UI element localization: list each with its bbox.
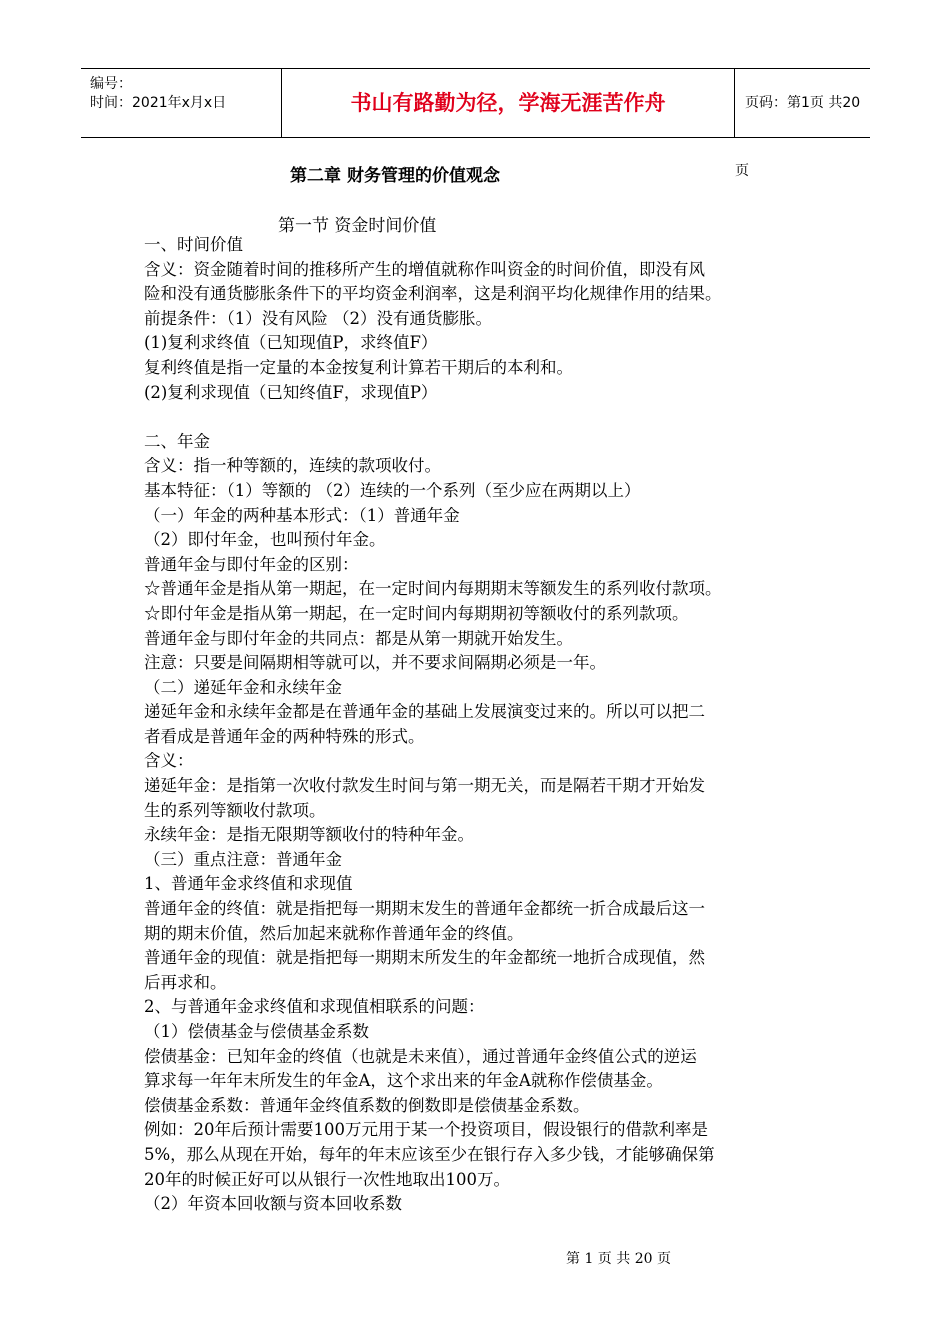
document-body xyxy=(144,233,812,1217)
body-line: 二、年金 xyxy=(144,431,210,451)
body-line: （二）递延年金和永续年金 xyxy=(144,677,342,697)
body-line: 前提条件：（1）没有风险 （2）没有通货膨胀。 xyxy=(144,308,492,328)
body-line: 偿债基金：已知年金的终值（也就是未来值），通过普通年金终值公式的逆运 xyxy=(144,1046,697,1066)
doc-date-label: 时间：2021年x月x日 xyxy=(90,95,227,111)
body-line: 递延年金和永续年金都是在普通年金的基础上发展演变过来的。所以可以把二 xyxy=(144,702,705,722)
section-title: 第一节 资金时间价值 xyxy=(278,216,437,236)
body-line: 注意：只要是间隔期相等就可以，并不要求间隔期必须是一年。 xyxy=(144,653,606,673)
blank-line xyxy=(144,405,812,430)
doc-number-label: 编号： xyxy=(90,76,132,92)
body-line: 普通年金与即付年金的区别： xyxy=(144,554,359,574)
body-line: 含义：指一种等额的，连续的款项收付。 xyxy=(144,456,441,476)
body-line: （三）重点注意：普通年金 xyxy=(144,849,342,869)
body-line: 复利终值是指一定量的本金按复利计算若干期后的本利和。 xyxy=(144,357,573,377)
body-line: （一）年金的两种基本形式：（1）普通年金 xyxy=(144,505,460,525)
body-line: 普通年金与即付年金的共同点：都是从第一期就开始发生。 xyxy=(144,628,573,648)
header-page-label: 页码：第1页 共20页 xyxy=(735,95,861,179)
body-line: 含义：资金随着时间的推移所产生的增值就称作叫资金的时间价值，即没有风 xyxy=(144,259,705,279)
chapter-title: 第二章 财务管理的价值观念 xyxy=(290,166,500,186)
body-line: 险和没有通货膨胀条件下的平均资金利润率，这是利润平均化规律作用的结果。 xyxy=(144,284,722,304)
body-line: 例如：20年后预计需要100万元用于某一个投资项目，假设银行的借款利率是 xyxy=(144,1120,708,1140)
body-line: 期的期末价值，然后加起来就称作普通年金的终值。 xyxy=(144,923,524,943)
body-line: 后再求和。 xyxy=(144,972,227,992)
body-line: 生的系列等额收付款项。 xyxy=(144,800,326,820)
body-line: ☆普通年金是指从第一期起，在一定时间内每期期末等额发生的系列收付款项。 xyxy=(144,579,722,599)
body-line: ☆即付年金是指从第一期起，在一定时间内每期期初等额收付的系列款项。 xyxy=(144,603,689,623)
body-line: 算求每一年年末所发生的年金A，这个求出来的年金A就称作偿债基金。 xyxy=(144,1071,663,1091)
body-line: 2、与普通年金求终值和求现值相联系的问题： xyxy=(144,997,485,1017)
body-line: (1)复利求终值（已知现值P，求终值F） xyxy=(144,333,438,353)
body-line: 永续年金：是指无限期等额收付的特种年金。 xyxy=(144,825,474,845)
body-line: 者看成是普通年金的两种特殊的形式。 xyxy=(144,726,425,746)
body-line: 普通年金的现值：就是指把每一期期末所发生的年金都统一地折合成现值，然 xyxy=(144,948,705,968)
body-line: 普通年金的终值：就是指把每一期期末发生的普通年金都统一折合成最后这一 xyxy=(144,899,705,919)
body-line: 20年的时候正好可以从银行一次性地取出100万。 xyxy=(144,1169,510,1189)
body-line: 基本特征：（1）等额的 （2）连续的一个系列（至少应在两期以上） xyxy=(144,480,641,500)
body-line: 1、普通年金求终值和求现值 xyxy=(144,874,353,894)
page-footer: 第 1 页 共 20 页 xyxy=(566,1251,671,1267)
body-line: 偿债基金系数：普通年金终值系数的倒数即是偿债基金系数。 xyxy=(144,1095,590,1115)
body-line: 递延年金：是指第一次收付款发生时间与第一期无关，而是隔若干期才开始发 xyxy=(144,776,705,796)
body-line: 5%，那么从现在开始，每年的年末应该至少在银行存入多少钱，才能够确保第 xyxy=(144,1144,715,1164)
body-line: （1）偿债基金与偿债基金系数 xyxy=(144,1022,369,1041)
body-line: (2)复利求现值（已知终值F，求现值P） xyxy=(144,382,438,402)
body-line: （2）年资本回收额与资本回收系数 xyxy=(144,1194,402,1214)
body-line: （2）即付年金，也叫预付年金。 xyxy=(144,530,386,550)
header-motto: 书山有路勤为径，学海无涯苦作舟 xyxy=(281,69,735,137)
header-info-cell xyxy=(81,69,281,137)
body-line: 含义： xyxy=(144,751,194,771)
body-line: 一、时间价值 xyxy=(144,235,243,254)
